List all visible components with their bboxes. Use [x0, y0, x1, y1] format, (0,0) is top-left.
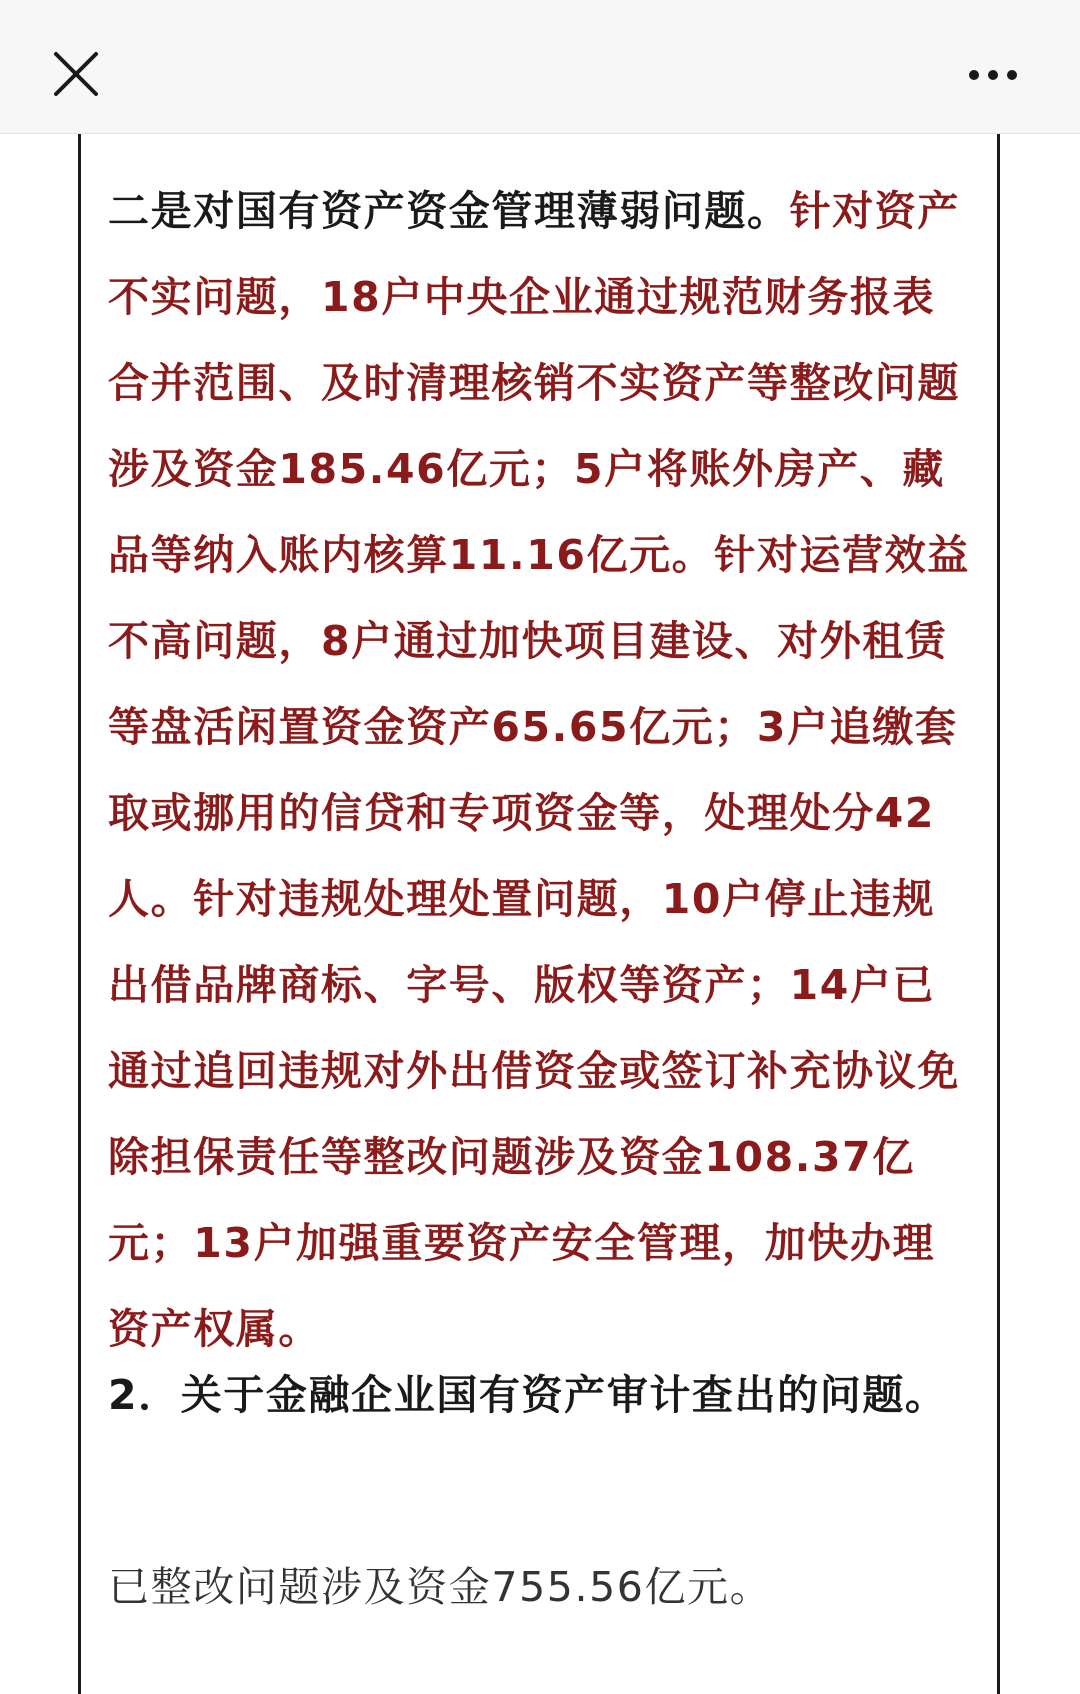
- close-icon: [50, 48, 102, 100]
- more-options-button[interactable]: [966, 55, 1020, 95]
- article-paragraph: [108, 168, 976, 1372]
- paragraph-lead: 二是对国有资产资金管理薄弱问题。: [108, 187, 790, 235]
- top-navigation-bar: [0, 0, 1080, 134]
- paragraph-highlight: 针对资产不实问题，18户中央企业通过规范财务报表合并范围、及时清理核销不实资产等整改问题涉及资金185.46亿元；5户将账外房产、藏品等纳入账内核算11.16亿元。针对运营效益不高问题，8户通过加快项目建设、对外租赁等盘活闲置资金资产65.65亿元；3户追缴套取或挪用的信贷和专项资金等，处理处分42人。针对违规处理处置问题，10户停止违规出借品牌商标、字号、版权等资产；14户已通过追回违规对外出借资金或签订补充协议免除担保责任等整改问题涉及资金108.37亿元；13户加强重要资产安全管理，加快办理资产权属。: [108, 187, 970, 1353]
- section-text: 已整改问题涉及资金755.56亿元。: [108, 1563, 773, 1611]
- close-button[interactable]: [50, 48, 102, 100]
- more-horizontal-icon: [966, 55, 1020, 95]
- section-heading: 2．关于金融企业国有资产审计查出的问题。: [108, 1371, 948, 1419]
